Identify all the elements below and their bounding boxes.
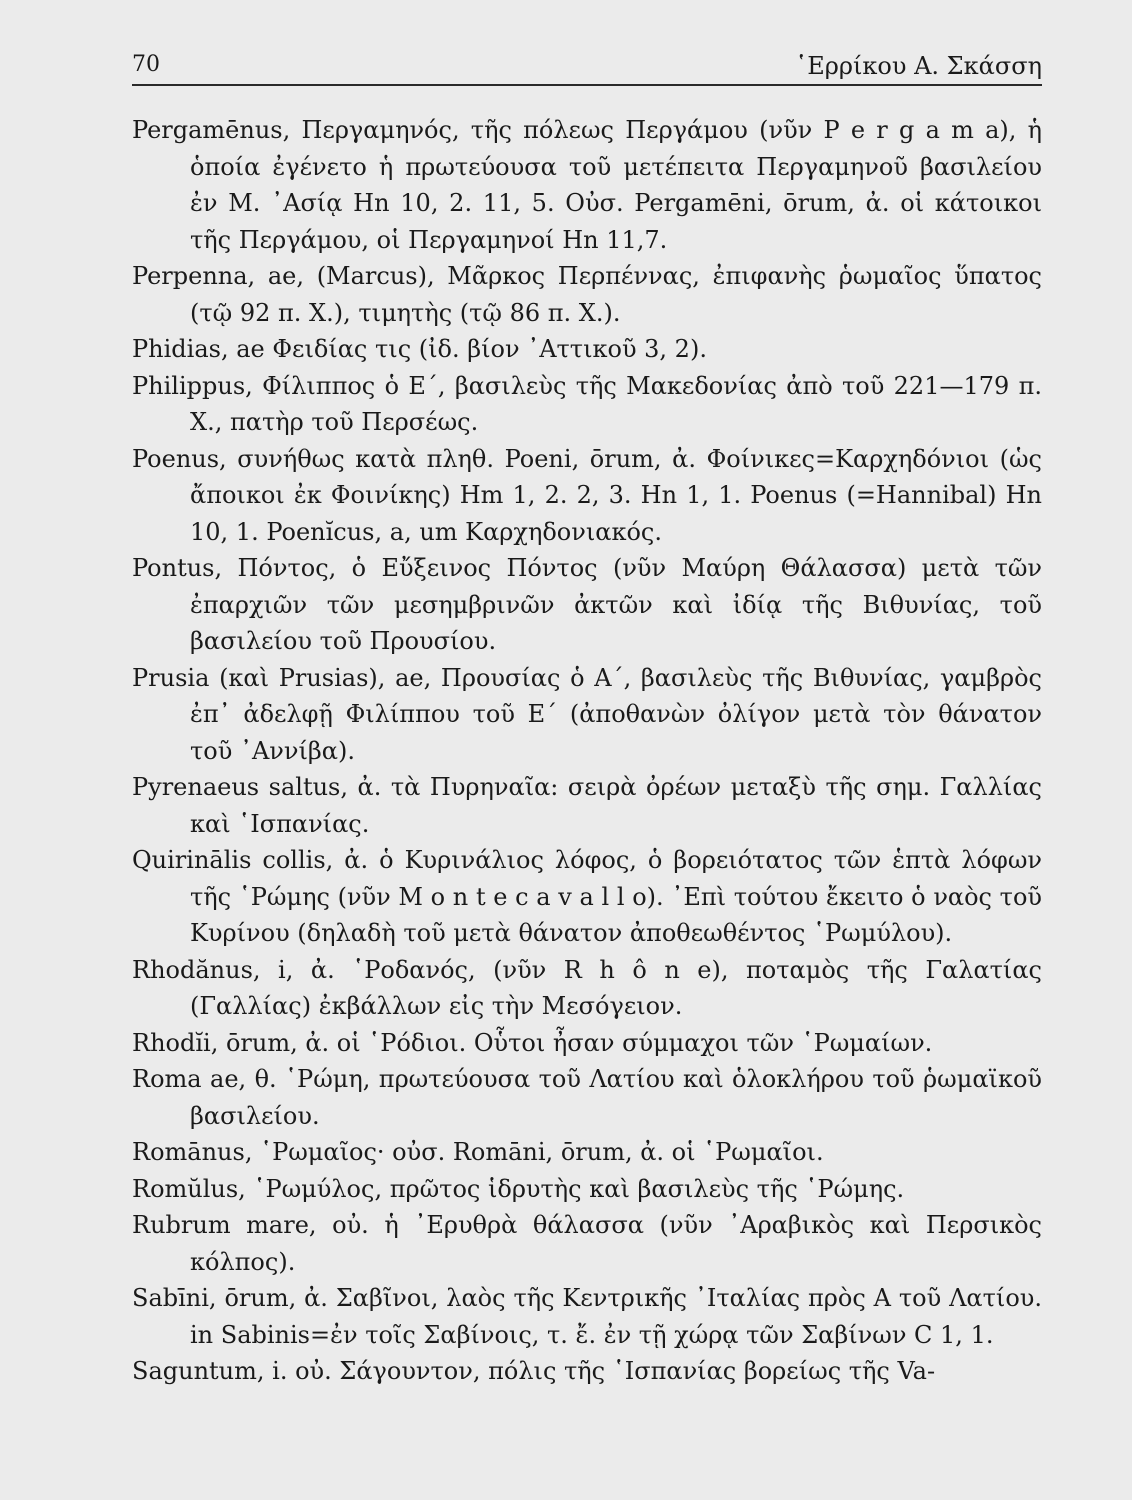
- header-rule: [132, 84, 1042, 86]
- glossary-entry-rhodii: Rhodĭi, ōrum, ἀ. οἱ ῾Ρόδιοι. Οὗτοι ἦσαν σύμμαχοι τῶν ῾Ρωμαίων.: [132, 1028, 933, 1057]
- glossary-entry-roma: Roma ae, θ. ῾Ρώμη, πρωτεύουσα τοῦ Λατίου καὶ ὁλοκλήρου τοῦ ῥωμαϊκοῦ βασιλείου.: [132, 1065, 1042, 1130]
- running-head: ῾Ερρίκου Α. Σκάσση: [795, 52, 1042, 80]
- glossary-entry-romulus: Romŭlus, ῾Ρωμύλος, πρῶτος ἱδρυτὴς καὶ βασιλεὺς τῆς ῾Ρώμης.: [132, 1174, 905, 1203]
- glossary-entry-romanus: Romānus, ῾Ρωμαῖος· οὐσ. Romāni, ōrum, ἀ. οἱ ῾Ρωμαῖοι.: [132, 1138, 824, 1166]
- glossary-entry-prusia: Prusia (καὶ Prusias), ae, Προυσίας ὁ Α΄, βασιλεὺς τῆς Βιθυνίας, γαμβρὸς ἐπ᾿ ἀδελφῇ Φιλίππου τοῦ Ε΄ (ἀποθανὼν ὀλίγον μετὰ τὸν θάνατον τοῦ ᾿Αννίβα).: [132, 663, 1042, 765]
- glossary-entry-saguntum: Saguntum, i. οὐ. Σάγουντον, πόλις τῆς ῾Ισπανίας βορείως τῆς Va-: [132, 1357, 936, 1385]
- glossary-entry-perpenna: Perpenna, ae, (Marcus), Μᾶρκος Περπέννας, ἐπιφανὴς ῥωμαῖος ὕπατος (τῷ 92 π. Χ.), τιμητὴς (τῷ 86 π. Χ.).: [132, 262, 1042, 327]
- glossary-entry-rhodanus: Rhodănus, i, ἀ. ῾Ροδανός, (νῦν R h ô n e), ποταμὸς τῆς Γαλατίας (Γαλλίας) ἐκβάλλων εἰς τὴν Μεσόγειον.: [132, 955, 1042, 1020]
- glossary-entry-sabini: Sabīni, ōrum, ἀ. Σαβῖνοι, λαὸς τῆς Κεντρικῆς ᾿Ιταλίας πρὸς Α τοῦ Λατίου. in Sabinis=ἐν τοῖς Σαβίνοις, τ. ἔ. ἐν τῇ χώρᾳ τῶν Σαβίνων C 1, 1.: [132, 1284, 1042, 1349]
- glossary-entry-phidias: Phidias, ae Φειδίας τις (ἰδ. βίον ᾿Αττικοῦ 3, 2).: [132, 335, 707, 363]
- glossary-entries: [132, 112, 1042, 1390]
- glossary-entry-pergamenus: Pergamēnus, Περγαμηνός, τῆς πόλεως Περγάμου (νῦν P e r g a m a), ἡ ὁποία ἐγένετο ἡ πρωτεύουσα τοῦ μετέπειτα Περγαμηνοῦ βασιλείου ἐν Μ. ᾿Ασίᾳ Hn 10, 2. 11, 5. Οὐσ. Pergamēni, ōrum, ἀ. οἱ κάτοικοι τῆς Περγάμου, οἱ Περγαμηνοί Hn 11,7.: [132, 116, 1042, 254]
- glossary-entry-pyrenaeus: Pyrenaeus saltus, ἀ. τὰ Πυρηναῖα: σειρὰ ὀρέων μεταξὺ τῆς σημ. Γαλλίας καὶ ῾Ισπανίας.: [132, 773, 1042, 838]
- page-number: 70: [132, 52, 160, 77]
- glossary-entry-rubrum-mare: Rubrum mare, οὐ. ἡ ᾿Ερυθρὰ θάλασσα (νῦν ᾿Αραβικὸς καὶ Περσικὸς κόλπος).: [132, 1211, 1042, 1276]
- glossary-entry-poenus: Poenus, συνήθως κατὰ πληθ. Poeni, ōrum, ἀ. Φοίνικες=Καρχηδόνιοι (ὡς ἄποικοι ἐκ Φοινίκης) Hm 1, 2. 2, 3. Hn 1, 1. Poenus (=Hannibal) Hn 10, 1. Poenĭcus, a, um Καρχηδονιακός.: [132, 444, 1042, 546]
- page-header: [132, 44, 1042, 84]
- glossary-entry-philippus: Philippus, Φίλιππος ὁ Ε΄, βασιλεὺς τῆς Μακεδονίας ἀπὸ τοῦ 221—179 π. Χ., πατὴρ τοῦ Περσέως.: [132, 371, 1042, 436]
- glossary-entry-quirinalis: Quirinālis collis, ἀ. ὁ Κυρινάλιος λόφος, ὁ βορειότατος τῶν ἑπτὰ λόφων τῆς ῾Ρώμης (νῦν M o n t e c a v a l l o). ᾿Επὶ τούτου ἔκειτο ὁ ναὸς τοῦ Κυρίνου (δηλαδὴ τοῦ μετὰ θάνατον ἀποθεωθέντος ῾Ρωμύλου).: [132, 846, 1042, 947]
- glossary-entry-pontus: Pontus, Πόντος, ὁ Εὔξεινος Πόντος (νῦν Μαύρη Θάλασσα) μετὰ τῶν ἐπαρχιῶν τῶν μεσημβρινῶν ἀκτῶν καὶ ἰδίᾳ τῆς Βιθυνίας, τοῦ βασιλείου τοῦ Προυσίου.: [132, 554, 1042, 655]
